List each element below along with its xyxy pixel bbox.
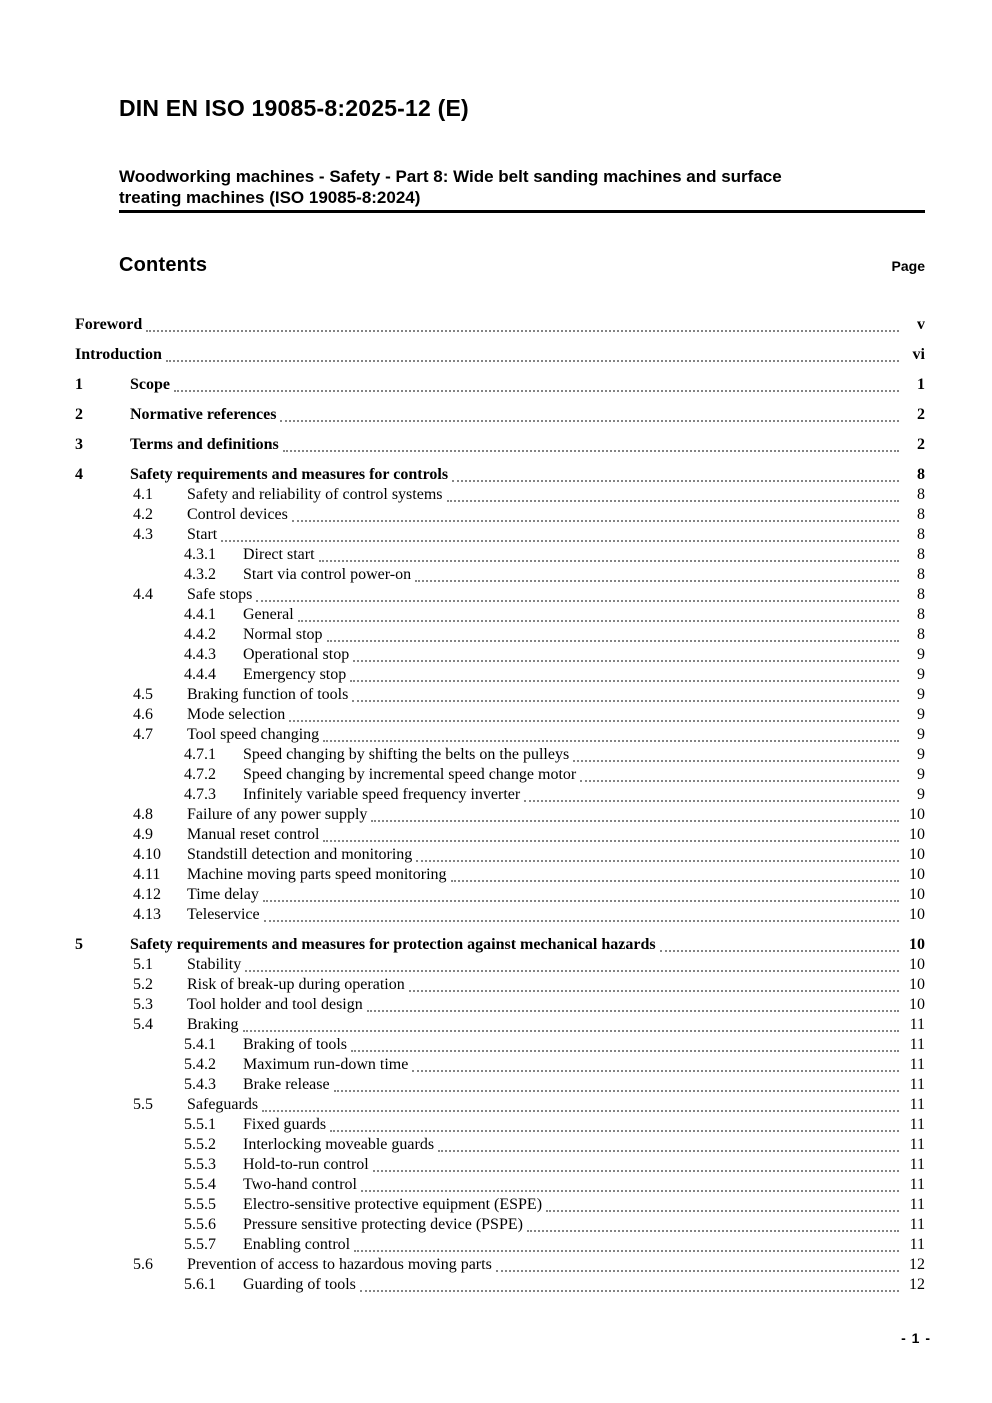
toc-entry[interactable] <box>75 865 925 885</box>
dot-leader <box>348 685 901 705</box>
toc-entry-page: 11 <box>909 1196 925 1213</box>
toc-entry-title: Tool speed changing <box>187 726 320 743</box>
toc-entry[interactable] <box>75 1095 925 1115</box>
toc-entry[interactable] <box>75 1075 925 1095</box>
toc-entry-page: 2 <box>917 406 925 423</box>
toc-entry-title: Normal stop <box>243 626 323 643</box>
dot-leader <box>252 585 901 605</box>
toc-entry-title: Braking <box>187 1016 239 1033</box>
toc-entry-title: Pressure sensitive protecting device (PSPE) <box>243 1216 523 1233</box>
toc-entry-page: 9 <box>917 666 925 683</box>
dot-leader <box>569 745 901 765</box>
toc-entry-number: 4.3.2 <box>184 566 216 583</box>
toc-entry[interactable] <box>75 785 925 805</box>
dot-leader <box>405 975 901 995</box>
toc-entry-number: 3 <box>75 436 83 453</box>
toc-entry-number: 5.5.6 <box>184 1216 216 1233</box>
toc-entry-number: 4.3.1 <box>184 546 216 563</box>
dot-leader <box>142 315 901 335</box>
toc-entry-page: 9 <box>917 706 925 723</box>
toc-entry-number: 5.5.5 <box>184 1196 216 1213</box>
toc-entry[interactable] <box>75 585 925 605</box>
toc-entry[interactable] <box>75 545 925 565</box>
toc-entry[interactable] <box>75 705 925 725</box>
dot-leader <box>542 1195 901 1215</box>
toc-entry-page: vi <box>912 346 925 363</box>
dot-leader <box>492 1255 901 1275</box>
toc-entry[interactable] <box>75 1055 925 1075</box>
dot-leader <box>411 565 901 585</box>
dot-leader <box>448 465 901 485</box>
dot-leader <box>276 405 901 425</box>
toc-entry[interactable] <box>75 745 925 765</box>
dot-leader <box>294 605 901 625</box>
toc-entry-title: Time delay <box>187 886 259 903</box>
dot-leader <box>258 1095 901 1115</box>
toc-entry-number: 5.5.7 <box>184 1236 216 1253</box>
toc-entry-page: 12 <box>909 1276 925 1293</box>
page-column-label: Page <box>891 258 925 274</box>
footer-page-number: - 1 - <box>901 1330 931 1346</box>
toc-entry-title: Manual reset control <box>187 826 320 843</box>
toc-entry[interactable] <box>75 435 925 455</box>
toc-entry-page: 11 <box>909 1156 925 1173</box>
toc-entry-number: 5.5.2 <box>184 1136 216 1153</box>
toc-entry[interactable] <box>75 1275 925 1295</box>
toc-entry-title: Brake release <box>243 1076 330 1093</box>
dot-leader <box>447 865 901 885</box>
toc-entry-page: 8 <box>917 586 925 603</box>
toc-entry[interactable] <box>75 405 925 425</box>
document-title-line-1: Woodworking machines - Safety - Part 8: Wide belt sanding machines and surface <box>119 167 782 186</box>
toc-entry[interactable] <box>75 995 925 1015</box>
toc-entry-number: 4.7.2 <box>184 766 216 783</box>
toc-entry-page: 2 <box>917 436 925 453</box>
toc-entry-title: Terms and definitions <box>130 436 279 453</box>
toc-entry[interactable] <box>75 1135 925 1155</box>
toc-entry-number: 4.1 <box>133 486 153 503</box>
toc-entry-page: 11 <box>909 1036 925 1053</box>
toc-entry-number: 5.3 <box>133 996 153 1013</box>
contents-header-row <box>119 253 925 277</box>
toc-entry-page: 9 <box>917 646 925 663</box>
dot-leader <box>347 1035 901 1055</box>
toc-entry-page: 10 <box>909 996 925 1013</box>
toc-entry[interactable] <box>75 315 925 335</box>
toc-entry-number: 4.7.3 <box>184 786 216 803</box>
toc-entry-title: Braking of tools <box>243 1036 347 1053</box>
toc-entry-page: 11 <box>909 1076 925 1093</box>
toc-entry[interactable] <box>75 725 925 745</box>
toc-entry-title: Safety requirements and measures for protection against mechanical hazards <box>130 936 656 953</box>
toc-entry-number: 4.7.1 <box>184 746 216 763</box>
dot-leader <box>576 765 901 785</box>
toc-entry-number: 4.9 <box>133 826 153 843</box>
toc-entry[interactable] <box>75 525 925 545</box>
dot-leader <box>443 485 902 505</box>
toc-entry-page: 8 <box>917 626 925 643</box>
dot-leader <box>357 1175 901 1195</box>
toc-entry-page: 10 <box>909 906 925 923</box>
dot-leader <box>350 1235 901 1255</box>
toc-entry-title: Teleservice <box>187 906 260 923</box>
toc-entry-page: 8 <box>917 546 925 563</box>
toc-entry-title: Safeguards <box>187 1096 259 1113</box>
toc-entry[interactable] <box>75 645 925 665</box>
toc-entry-title: Safety and reliability of control systems <box>187 486 443 503</box>
toc-entry[interactable] <box>75 765 925 785</box>
toc-entry-number: 4 <box>75 466 83 483</box>
toc-entry-number: 5.4.2 <box>184 1056 216 1073</box>
toc-entry-page: 11 <box>909 1136 925 1153</box>
toc-entry-title: Two-hand control <box>243 1176 357 1193</box>
toc-entry[interactable] <box>75 1115 925 1135</box>
toc-entry-page: 8 <box>917 466 925 483</box>
toc-entry[interactable] <box>75 1195 925 1215</box>
toc-entry-page: 9 <box>917 746 925 763</box>
toc-entry[interactable] <box>75 375 925 395</box>
dot-leader <box>319 825 901 845</box>
toc-entry[interactable] <box>75 1235 925 1255</box>
dot-leader <box>369 1155 901 1175</box>
dot-leader <box>346 665 901 685</box>
toc-entry-page: 9 <box>917 766 925 783</box>
dot-leader <box>319 725 901 745</box>
toc-entry[interactable] <box>75 465 925 485</box>
toc-entry-number: 4.6 <box>133 706 153 723</box>
toc-entry[interactable] <box>75 625 925 645</box>
toc-entry-page: 9 <box>917 686 925 703</box>
toc-entry-number: 4.10 <box>133 846 161 863</box>
toc-entry[interactable] <box>75 805 925 825</box>
toc-entry[interactable] <box>75 1035 925 1055</box>
toc-entry-page: 9 <box>917 726 925 743</box>
toc-entry-number: 5.5.3 <box>184 1156 216 1173</box>
toc-entry[interactable] <box>75 1175 925 1195</box>
toc-entry[interactable] <box>75 845 925 865</box>
toc-entry-title: Stability <box>187 956 242 973</box>
toc-entry-number: 2 <box>75 406 83 423</box>
document-number: DIN EN ISO 19085-8:2025-12 (E) <box>119 95 469 121</box>
toc-entry-page: 10 <box>909 886 925 903</box>
toc-entry-number: 5.5.1 <box>184 1116 216 1133</box>
dot-leader <box>259 885 901 905</box>
dot-leader <box>408 1055 901 1075</box>
toc-entry-number: 5.5 <box>133 1096 153 1113</box>
toc-entry-page: 11 <box>909 1236 925 1253</box>
toc-entry-title: Guarding of tools <box>243 1276 356 1293</box>
toc-entry[interactable] <box>75 665 925 685</box>
toc-entry-title: Maximum run-down time <box>243 1056 409 1073</box>
toc-entry[interactable] <box>75 1155 925 1175</box>
dot-leader <box>288 505 901 525</box>
toc-entry-number: 5.5.4 <box>184 1176 216 1193</box>
toc-entry-number: 4.11 <box>133 866 161 883</box>
toc-entry-page: 11 <box>909 1096 925 1113</box>
toc-entry-title: Safety requirements and measures for controls <box>130 466 449 483</box>
dot-leader <box>170 375 901 395</box>
toc-entry-number: 4.13 <box>133 906 161 923</box>
toc-entry-number: 4.2 <box>133 506 153 523</box>
toc-entry-title: Emergency stop <box>243 666 347 683</box>
dot-leader <box>330 1075 901 1095</box>
toc-entry-title: Scope <box>130 376 170 393</box>
toc-entry-page: 8 <box>917 606 925 623</box>
toc-entry-title: Introduction <box>75 346 162 363</box>
toc-entry-page: 10 <box>909 976 925 993</box>
toc-entry[interactable] <box>75 1215 925 1235</box>
toc-entry-title: Failure of any power supply <box>187 806 368 823</box>
toc-entry[interactable] <box>75 505 925 525</box>
toc-entry-page: 10 <box>909 806 925 823</box>
toc-entry[interactable] <box>75 1255 925 1275</box>
toc-entry-title: Tool holder and tool design <box>187 996 363 1013</box>
toc-entry-number: 5.6 <box>133 1256 153 1273</box>
toc-entry-number: 4.7 <box>133 726 153 743</box>
toc-entry-title: Operational stop <box>243 646 350 663</box>
toc-entry-page: 8 <box>917 486 925 503</box>
dot-leader <box>412 845 901 865</box>
toc-entry[interactable] <box>75 905 925 925</box>
toc-entry-title: Control devices <box>187 506 288 523</box>
toc-entry-number: 4.3 <box>133 526 153 543</box>
toc-list <box>75 315 925 1295</box>
toc-entry-title: Safe stops <box>187 586 253 603</box>
toc-entry[interactable] <box>75 975 925 995</box>
toc-entry-number: 5.4 <box>133 1016 153 1033</box>
toc-entry-title: Start via control power-on <box>243 566 412 583</box>
toc-entry-number: 1 <box>75 376 83 393</box>
toc-entry-title: Foreword <box>75 316 143 333</box>
toc-entry-number: 5.6.1 <box>184 1276 216 1293</box>
toc-entry-page: 10 <box>909 956 925 973</box>
toc-entry[interactable] <box>75 955 925 975</box>
toc-entry-title: Interlocking moveable guards <box>243 1136 435 1153</box>
toc-entry-title: Fixed guards <box>243 1116 327 1133</box>
toc-entry-title: Risk of break-up during operation <box>187 976 405 993</box>
toc-entry-title: Hold-to-run control <box>243 1156 369 1173</box>
toc-entry-title: Braking function of tools <box>187 686 349 703</box>
dot-leader <box>656 935 901 955</box>
dot-leader <box>349 645 901 665</box>
toc-entry-page: 10 <box>909 936 925 953</box>
toc-entry-title: Standstill detection and monitoring <box>187 846 413 863</box>
dot-leader <box>363 995 901 1015</box>
toc-entry-page: 10 <box>909 866 925 883</box>
toc-entry-page: 10 <box>909 826 925 843</box>
toc-entry-number: 5.4.1 <box>184 1036 216 1053</box>
toc-entry-page: 11 <box>909 1016 925 1033</box>
toc-entry-title: Normative references <box>130 406 277 423</box>
toc-entry-number: 4.4.3 <box>184 646 216 663</box>
toc-entry-page: 11 <box>909 1216 925 1233</box>
dot-leader <box>367 805 901 825</box>
toc-entry-page: 1 <box>917 376 925 393</box>
toc-entry-number: 4.8 <box>133 806 153 823</box>
toc-entry-title: Start <box>187 526 218 543</box>
toc-entry[interactable] <box>75 605 925 625</box>
toc-entry-number: 5.1 <box>133 956 153 973</box>
toc-entry[interactable] <box>75 935 925 955</box>
toc-entry-number: 4.4 <box>133 586 153 603</box>
toc-entry-number: 5 <box>75 936 83 953</box>
document-title <box>119 166 925 213</box>
dot-leader <box>239 1015 901 1035</box>
dot-leader <box>434 1135 901 1155</box>
toc-entry-page: 9 <box>917 786 925 803</box>
toc-entry-page: 11 <box>909 1056 925 1073</box>
toc-entry-page: v <box>917 316 925 333</box>
contents-heading: Contents <box>119 254 208 276</box>
toc-entry-title: Machine moving parts speed monitoring <box>187 866 447 883</box>
toc-entry-number: 4.12 <box>133 886 161 903</box>
dot-leader <box>241 955 901 975</box>
toc-entry[interactable] <box>75 885 925 905</box>
toc-entry-page: 12 <box>909 1256 925 1273</box>
toc-entry-page: 8 <box>917 526 925 543</box>
toc-entry-page: 11 <box>909 1176 925 1193</box>
toc-entry-title: Speed changing by shifting the belts on the pulleys <box>243 746 570 763</box>
toc-entry[interactable] <box>75 685 925 705</box>
dot-leader <box>217 525 901 545</box>
toc-entry-number: 4.4.2 <box>184 626 216 643</box>
dot-leader <box>520 785 901 805</box>
toc-entry-title: Direct start <box>243 546 315 563</box>
toc-entry-number: 5.2 <box>133 976 153 993</box>
toc-entry-title: General <box>243 606 294 623</box>
toc-entry-page: 8 <box>917 506 925 523</box>
toc-entry-page: 11 <box>909 1116 925 1133</box>
toc-entry-title: Speed changing by incremental speed change motor <box>243 766 577 783</box>
toc-entry-title: Infinitely variable speed frequency inverter <box>243 786 521 803</box>
toc-entry-page: 8 <box>917 566 925 583</box>
toc-entry-number: 4.4.1 <box>184 606 216 623</box>
toc-entry-number: 5.4.3 <box>184 1076 216 1093</box>
dot-leader <box>356 1275 901 1295</box>
toc-entry[interactable] <box>75 825 925 845</box>
toc-entry-title: Mode selection <box>187 706 286 723</box>
dot-leader <box>260 905 901 925</box>
toc-entry-title: Prevention of access to hazardous moving parts <box>187 1256 492 1273</box>
toc-entry[interactable] <box>75 345 925 365</box>
toc-entry-title: Enabling control <box>243 1236 351 1253</box>
dot-leader <box>523 1215 901 1235</box>
toc-entry-page: 10 <box>909 846 925 863</box>
document-title-line-2: treating machines (ISO 19085-8:2024) <box>119 188 421 207</box>
dot-leader <box>326 1115 901 1135</box>
toc-entry-title: Electro-sensitive protective equipment (ESPE) <box>243 1196 543 1213</box>
dot-leader <box>285 705 901 725</box>
dot-leader <box>323 625 901 645</box>
dot-leader <box>162 345 901 365</box>
toc-entry[interactable] <box>75 1015 925 1035</box>
toc-entry[interactable] <box>75 565 925 585</box>
dot-leader <box>315 545 901 565</box>
toc-entry[interactable] <box>75 485 925 505</box>
toc-entry-number: 4.5 <box>133 686 153 703</box>
toc-entry-number: 4.4.4 <box>184 666 216 683</box>
dot-leader <box>279 435 901 455</box>
